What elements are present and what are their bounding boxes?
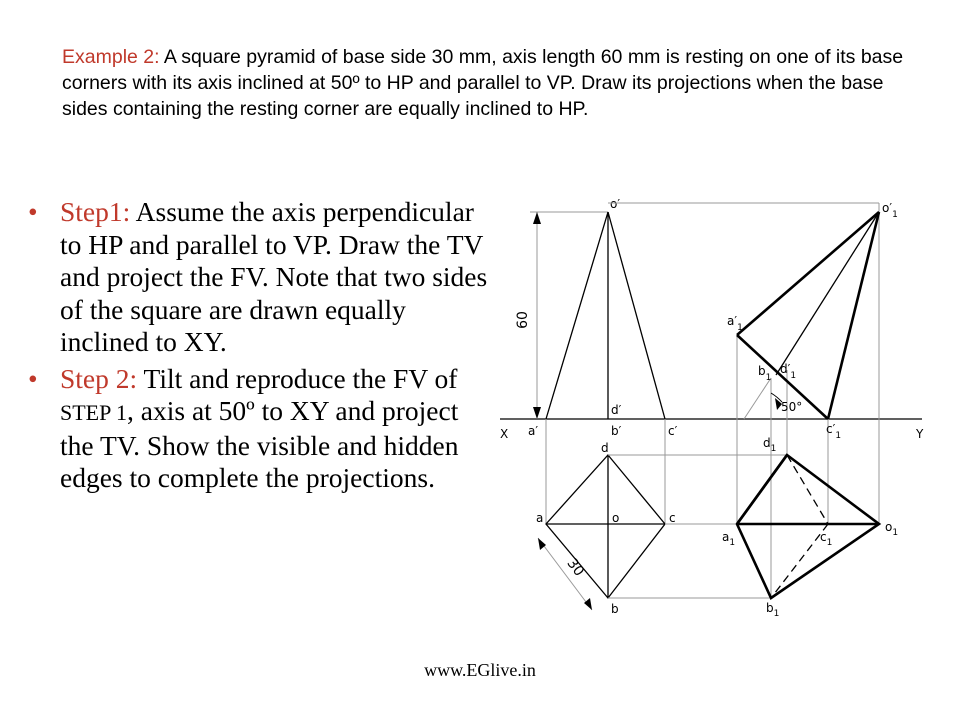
label-a: a <box>536 511 544 525</box>
step-2-text-a: Tilt and reproduce the FV of <box>137 362 458 394</box>
step-2-label: Step 2: <box>60 362 138 394</box>
label-o1-front: $o'_1$ <box>882 201 898 220</box>
label-a-front: a′ <box>528 424 539 438</box>
step1-front-view <box>530 212 665 419</box>
label-c1: $c_1$ <box>820 530 833 548</box>
footer-url: www.EGlive.in <box>424 660 536 680</box>
label-d1: $d_1$ <box>763 436 777 454</box>
label-d: d <box>601 441 609 455</box>
hidden-edge <box>787 455 828 524</box>
square-base <box>546 455 665 598</box>
label-o: o <box>612 511 620 525</box>
step-1-label: Step1: <box>60 196 131 227</box>
height-dimension-label: 60 <box>515 311 531 329</box>
side-dimension-label: 30 <box>563 555 587 580</box>
label-o1: $o_1$ <box>885 520 899 538</box>
step-2-text-c: , axis at 50º to XY and project the TV. Show the visible and hidden edges to complete the projections. <box>60 395 459 493</box>
label-a1: $a_1$ <box>722 530 736 548</box>
label-a1-front: $a'_1$ <box>727 314 743 333</box>
label-d1-front: $d'_1$ <box>780 362 797 381</box>
step2-top-view <box>737 455 879 598</box>
step2-front-view <box>737 212 879 419</box>
label-b-front: b′ <box>611 424 622 438</box>
label-d-front: d′ <box>611 403 622 417</box>
step-2-ref: STEP 1 <box>60 400 128 425</box>
label-c-front: c′ <box>668 424 678 438</box>
step-1-text: Assume the axis perpendicular to HP and parallel to VP. Draw the TV and project the FV. Note that two sides of the square are drawn equally inclined to XY. <box>60 196 488 357</box>
label-b1-front: $b_1$ <box>758 364 772 383</box>
side-dimension-line <box>538 538 592 610</box>
angle-label: 50° <box>781 400 803 414</box>
label-c: c <box>669 511 676 525</box>
x-label: X <box>500 427 509 441</box>
bullet-icon: • <box>28 196 38 227</box>
label-c1-front: $c'_1$ <box>826 422 842 441</box>
bullet-icon: • <box>28 362 38 394</box>
label-b1: $b_1$ <box>766 601 780 619</box>
y-label: Y <box>916 427 924 441</box>
label-b: b <box>611 602 619 616</box>
example-label: Example 2: <box>62 46 160 68</box>
label-o-front: o′ <box>610 197 621 211</box>
problem-text: A square pyramid of base side 30 mm, axis length 60 mm is resting on one of its base corners with its axis inclined at 50º to HP and parallel to VP. Draw its projections when the base sides containing the resting corner are equally inclined to HP. <box>62 46 904 120</box>
